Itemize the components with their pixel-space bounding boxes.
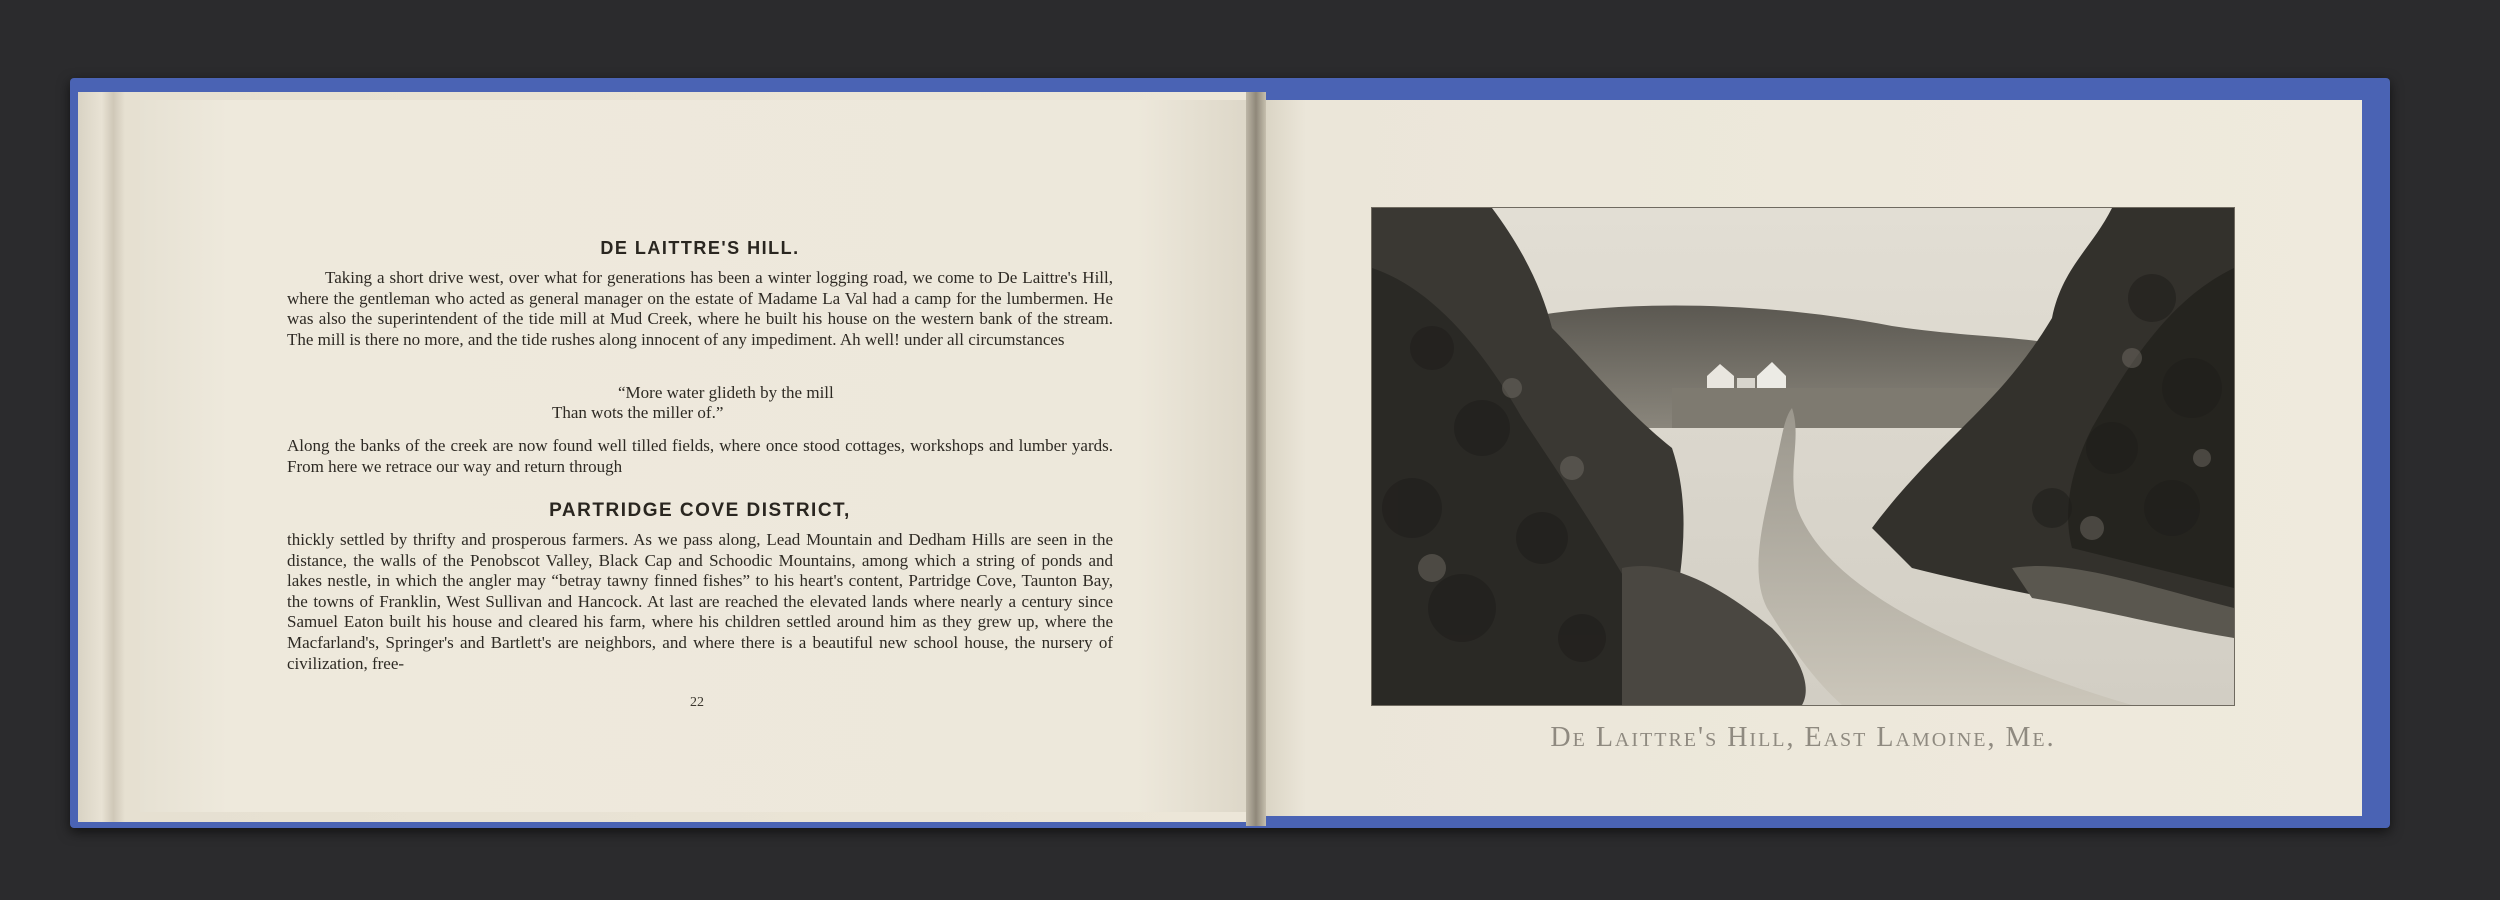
book-gutter	[1246, 92, 1266, 826]
heading-de-laittres-hill: DE LAITTRE'S HILL.	[600, 238, 800, 258]
paragraph-3	[287, 530, 1113, 674]
page-number: 22	[690, 695, 704, 710]
paragraph-3-text: thickly settled by thrifty and prosperous farmers. As we pass along, Lead Mountain and Dedham Hills are seen in the distance, the walls of the Penobscot Valley, Black Cap and Schoodic Mountains, among which a string of ponds and lakes nestle, in which the angler may “betray tawny finned fishes” to his heart's content, Partridge Cove, Taunton Bay, the towns of Franklin, West Sullivan and Hancock. At last are reached the elevated lands where nearly a century since Samuel Eaton built his house and cleared his farm, where his children settled around him as they grew up, where the Macfarland's, Springer's and Bartlett's are neighbors, and where there is a beautiful new school house, the nursery of civilization, free-	[287, 530, 1113, 673]
paragraph-1-text: Taking a short drive west, over what for generations has been a winter logging road, we come to De Laittre's Hill, where the gentleman who acted as general manager on the estate of Madame La Val had a camp for the lumbermen. He was also the superintendent of the tide mill at Mud Creek, where he built his house on the western bank of the stream. The mill is there no more, and the tide rushes along innocent of any impediment. Ah well! under all circumstances	[287, 268, 1113, 349]
heading-partridge-cove: PARTRIDGE COVE DISTRICT,	[549, 500, 851, 521]
photo-caption: De Laittre's Hill, East Lamoine, Me.	[1550, 722, 2056, 753]
photo-illustration	[1372, 208, 2234, 705]
landscape-photograph	[1372, 208, 2234, 705]
paragraph-2-text: Along the banks of the creek are now found well tilled fields, where once stood cottages, workshops and lumber yards. From here we retrace our way and return through	[287, 436, 1113, 476]
quote-line-2: Than wots the miller of.”	[552, 403, 724, 422]
paragraph-1	[287, 268, 1113, 350]
paragraph-2	[287, 436, 1113, 477]
quote-line-1: “More water glideth by the mill	[618, 383, 834, 402]
